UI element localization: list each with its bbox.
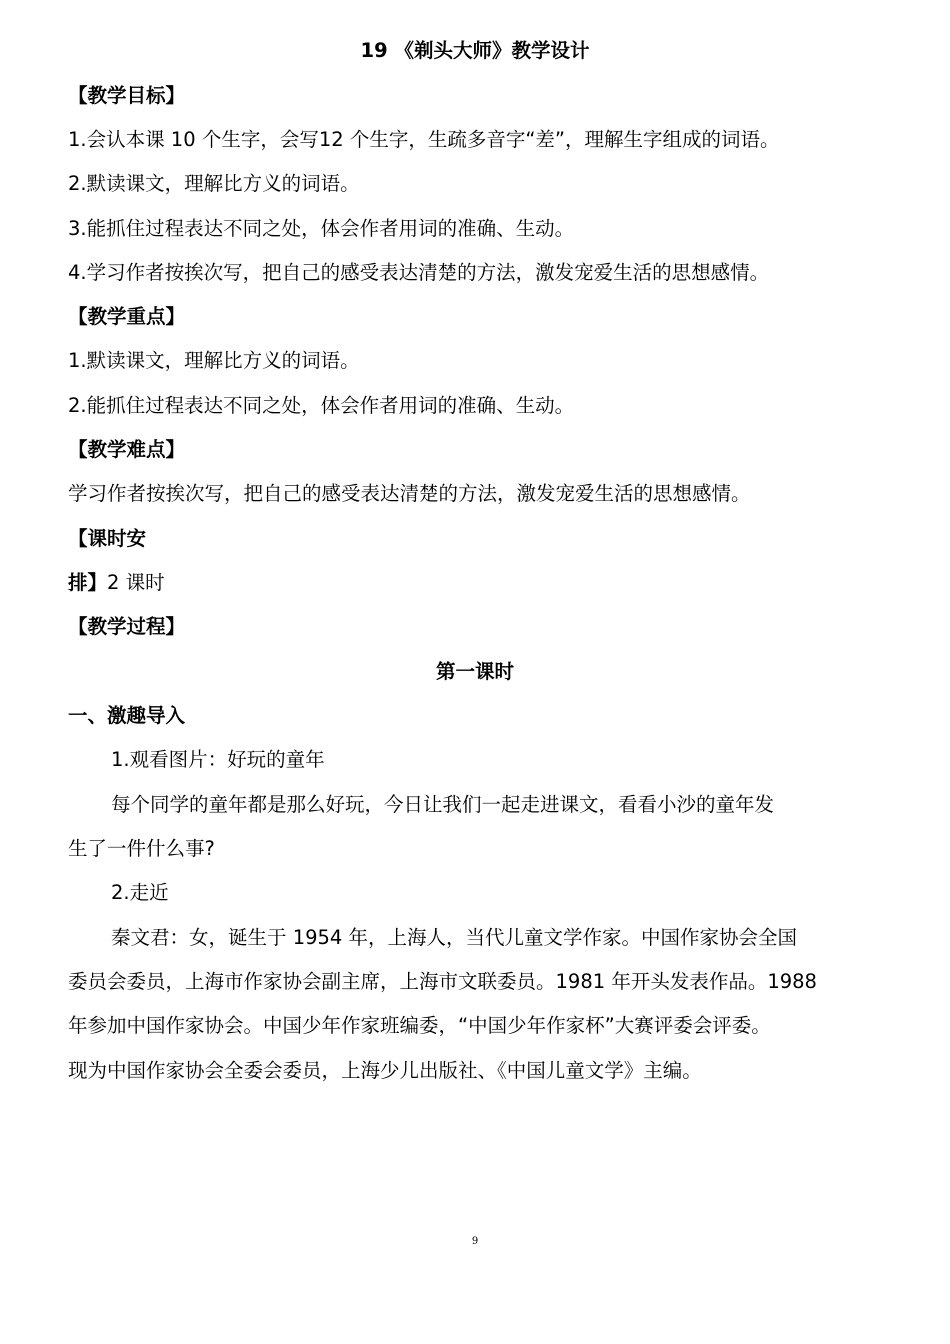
step1-label: 1.观看图片：好玩的童年 xyxy=(111,748,325,771)
step1-paragraph-line1: 每个同学的童年都是那么好玩，今日让我们一起走进课文，看看小沙的童年发 xyxy=(111,793,775,816)
goal-item-3: 3.能抓住过程表达不同之处，体会作者用词的准确、生动。 xyxy=(68,217,575,240)
schedule-heading-part1: 【课时安 xyxy=(68,527,147,550)
author-bio-line3: 年参加中国作家协会。中国少年作家班编委，“中国少年作家杯”大赛评委会评委。 xyxy=(68,1014,771,1037)
schedule-heading-part2: 排】 xyxy=(68,571,108,594)
page-number: 9 xyxy=(471,1236,479,1247)
document-title: 19 《剃头大师》教学设计 xyxy=(360,39,590,62)
author-bio-line2: 委员会委员，上海市作家协会副主席，上海市文联委员。1981 年开头发表作品。1988 xyxy=(68,970,817,993)
author-bio-line4: 现为中国作家协会全委会委员，上海少儿出版社、《中国儿童文学》主编。 xyxy=(68,1059,702,1082)
step2-label: 2.走近 xyxy=(111,881,169,904)
goal-item-1: 1.会认本课 10 个生字，会写12 个生字，生疏多音字“差”，理解生字组成的词语。 xyxy=(68,128,780,151)
goals-heading: 【教学目标】 xyxy=(68,84,186,107)
schedule-line xyxy=(68,570,165,596)
part1-heading: 一、激趣导入 xyxy=(68,704,186,727)
difficulty-text: 学习作者按挨次写，把自己的感受表达清楚的方法，激发宠爱生活的思想感情。 xyxy=(68,482,751,505)
difficulty-heading: 【教学难点】 xyxy=(68,438,186,461)
key-points-heading: 【教学重点】 xyxy=(68,305,186,328)
goal-item-2: 2.默读课文，理解比方义的词语。 xyxy=(68,172,360,195)
key-point-item-1: 1.默读课文，理解比方义的词语。 xyxy=(68,349,360,372)
step1-paragraph-line2: 生了一件什么事? xyxy=(68,837,215,860)
key-point-item-2: 2.能抓住过程表达不同之处，体会作者用词的准确、生动。 xyxy=(68,394,575,417)
schedule-value: 2 课时 xyxy=(107,571,165,594)
lesson-title: 第一课时 xyxy=(435,660,514,683)
author-bio-line1: 秦文君：女，诞生于 1954 年，上海人，当代儿童文学作家。中国作家协会全国 xyxy=(111,926,798,949)
process-heading: 【教学过程】 xyxy=(68,615,186,638)
goal-item-4: 4.学习作者按挨次写，把自己的感受表达清楚的方法，激发宠爱生活的思想感情。 xyxy=(68,261,770,284)
